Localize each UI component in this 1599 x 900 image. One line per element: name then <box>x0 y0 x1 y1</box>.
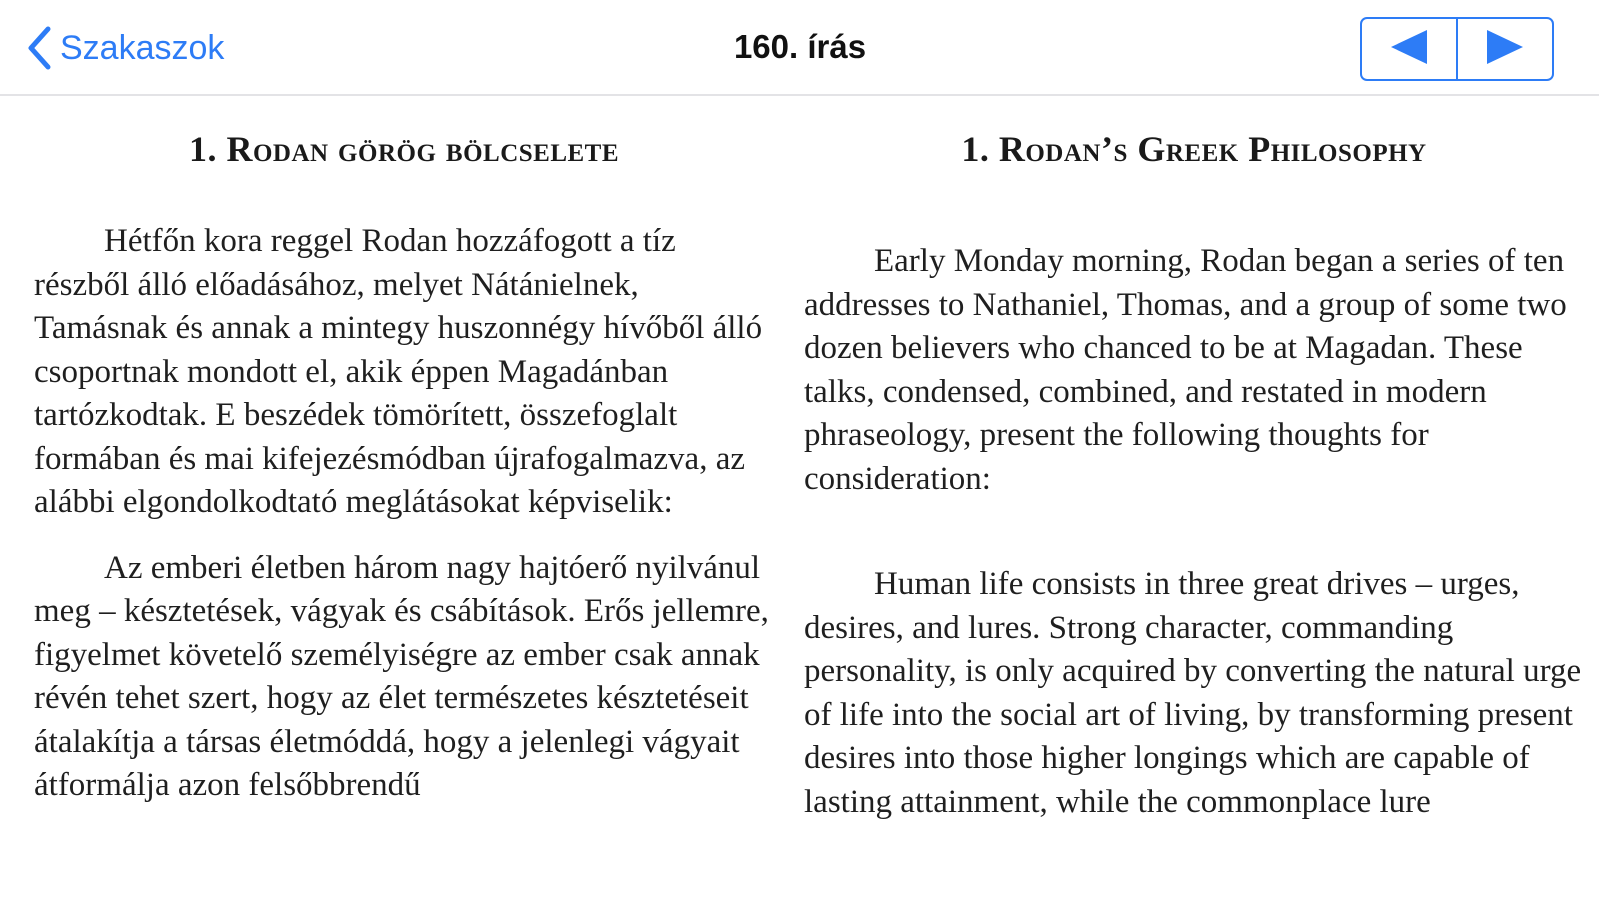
triangle-left-icon <box>1387 27 1431 72</box>
paragraph: Human life consists in three great drives – urges, desires, and lures. Strong character, commanding personality, is only acquired by converting the natural urge of life into the social art of living, by transforming present desires into those higher longings which are capable of lasting attainment, while the commonplace lure <box>804 566 1582 820</box>
chevron-left-icon <box>26 25 52 71</box>
navigation-bar <box>0 0 1599 96</box>
section-heading-hungarian: 1. Rodan görög bölcselete <box>188 129 620 169</box>
section-heading-english: 1. Rodan’s Greek Philosophy <box>961 129 1427 169</box>
paragraph: Az emberi életben három nagy hajtóerő nyilvánul meg – késztetések, vágyak és csábítások. Erős jellemre, figyelmet követelő személyiségre az ember csak annak révén tehet szert, hogy az élet természetes késztetéseit átalakítja a társas életmóddá, hogy a jelenlegi vágyait átformálja azon felsőbbrendű <box>34 549 769 803</box>
back-button-label: Szakaszok <box>60 28 225 67</box>
back-button[interactable] <box>26 24 224 72</box>
previous-paper-button[interactable] <box>1362 19 1456 79</box>
paragraph: Hétfőn kora reggel Rodan hozzáfogott a tíz részből álló előadásához, melyet Nátánielnek, Tamásnak és annak a mintegy huszonnégy hívőből álló csoportnak mondott el, akik éppen Magadánban tartózkodtak. E beszédek tömörített, összefoglalt formában és mai kifejezésmódban újrafogalmazva, az alábbi elgondolkodtató meglátásokat képviselik: <box>34 223 763 520</box>
english-text-column <box>804 128 1584 824</box>
page-pager <box>1360 17 1554 81</box>
paragraph: Early Monday morning, Rodan began a series of ten addresses to Nathaniel, Thomas, and a group of some two dozen believers who chanced to be at Magadan. These talks, condensed, combined, and restated in modern phraseology, present the following thoughts for consideration: <box>804 243 1567 497</box>
hungarian-text-column <box>34 128 774 808</box>
triangle-right-icon <box>1483 27 1527 72</box>
next-paper-button[interactable] <box>1456 19 1552 79</box>
page-title: 160. írás <box>733 28 867 65</box>
